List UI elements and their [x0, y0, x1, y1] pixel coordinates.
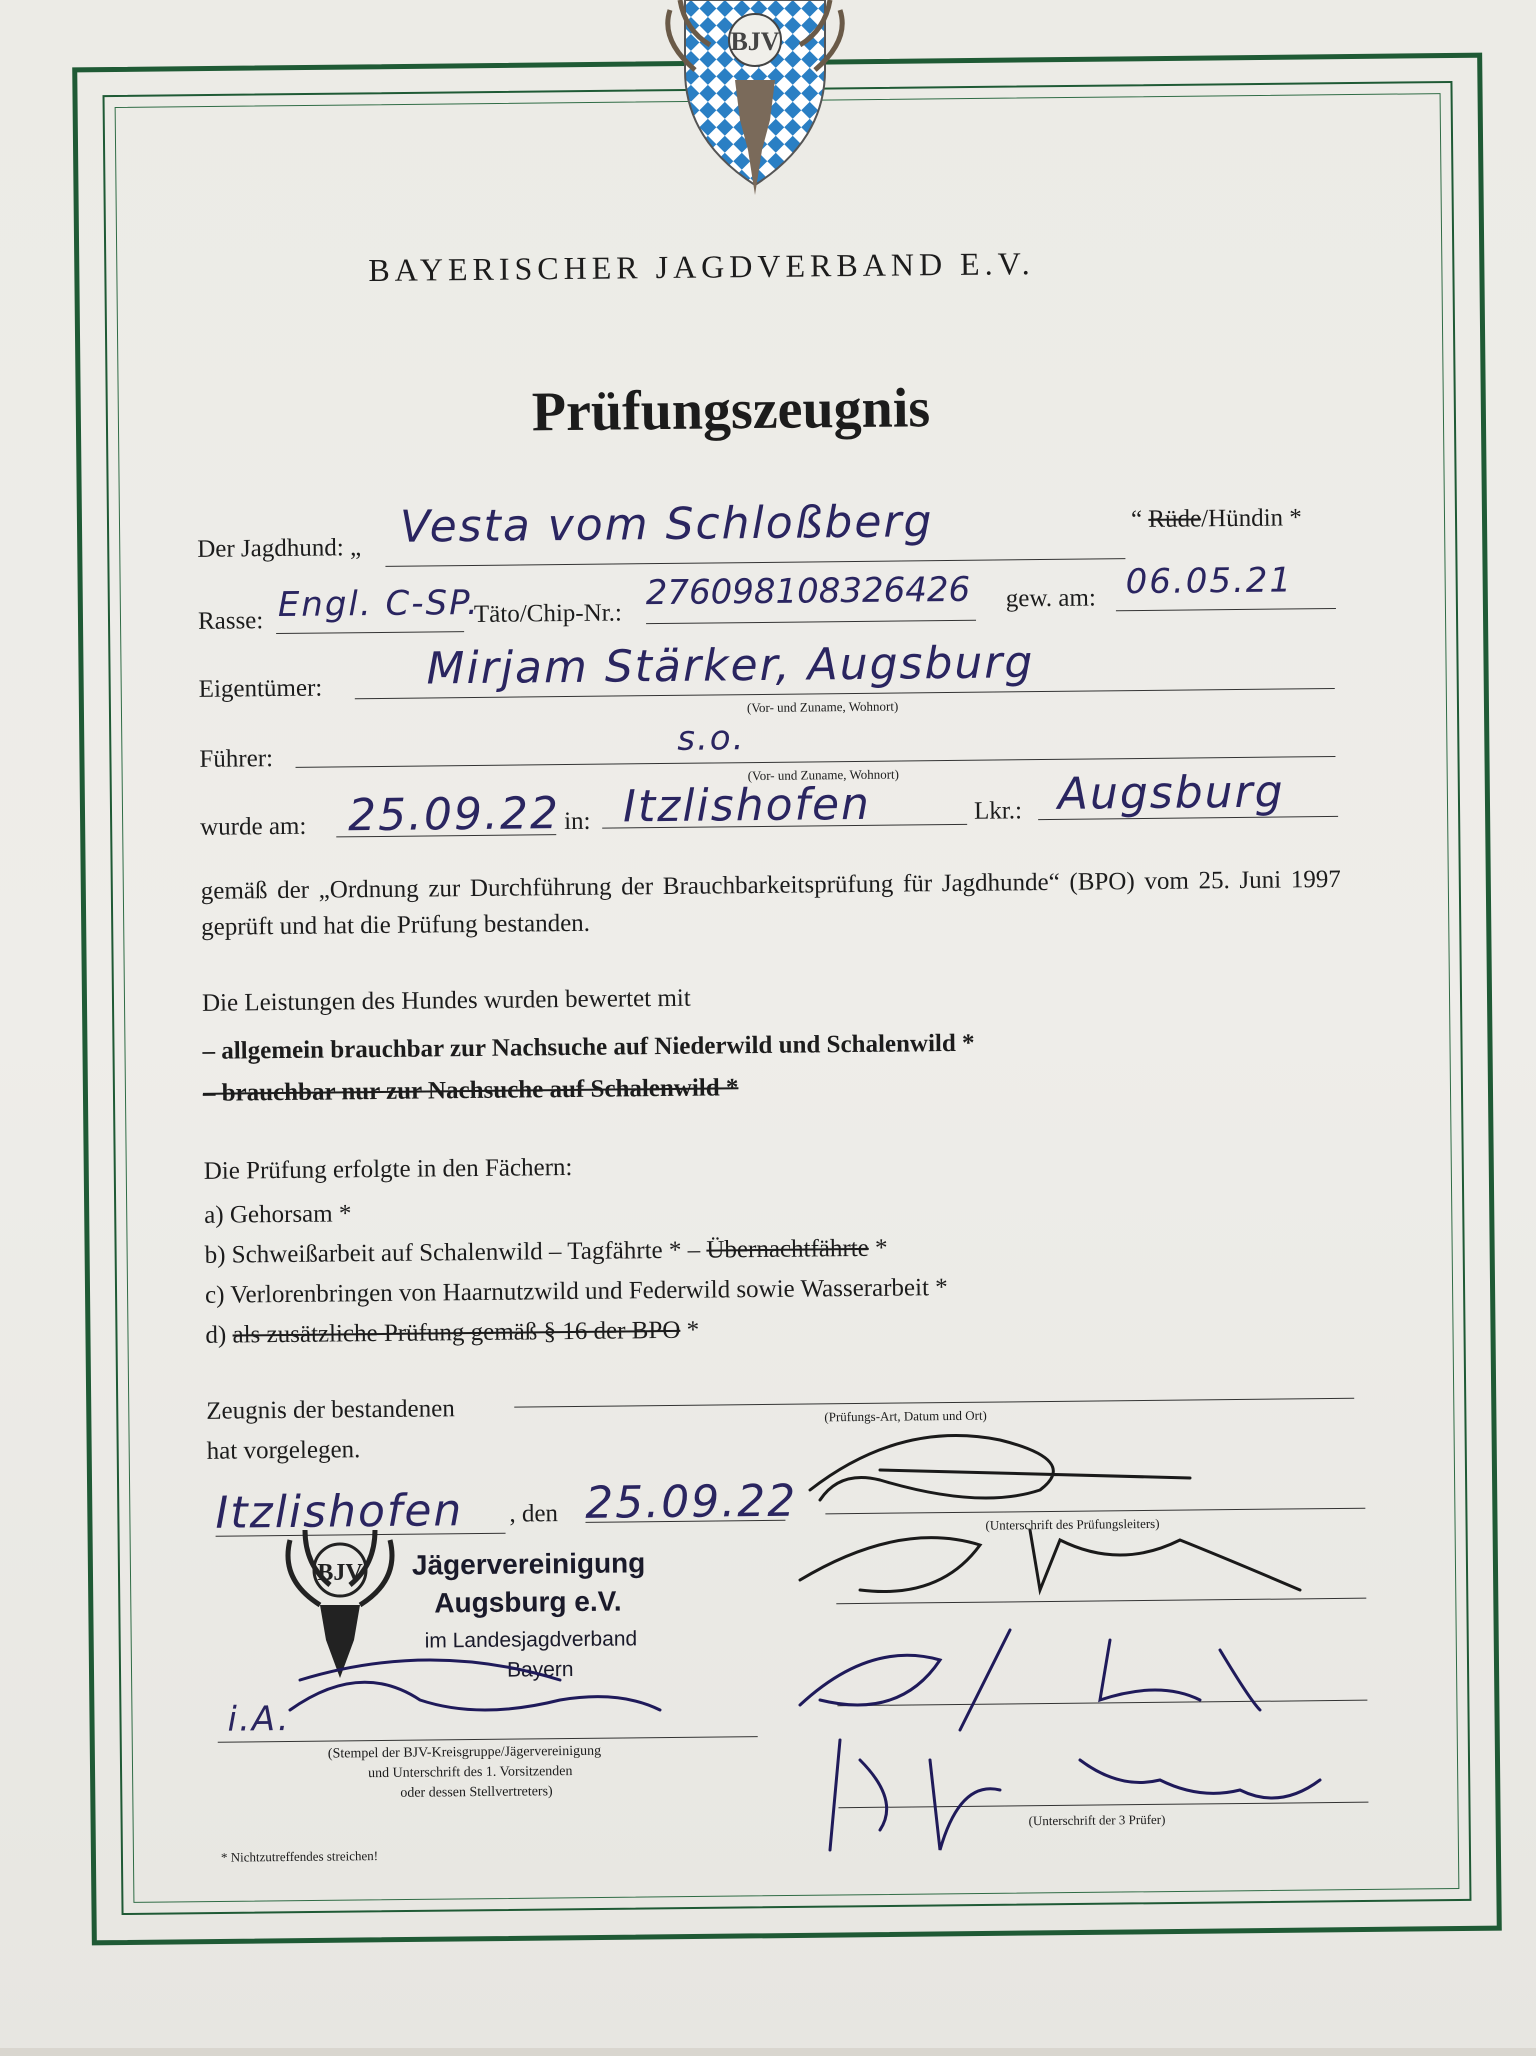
exam-place-value: Itzlishofen: [622, 778, 872, 833]
district-value: Augsburg: [1057, 766, 1285, 820]
footnote: * Nichtzutreffendes streichen!: [220, 1848, 379, 1865]
judge-signature-line-2: [837, 1700, 1367, 1707]
stamp-emblem: [270, 1530, 410, 1680]
dog-name-label: Der Jagdhund: „: [197, 534, 362, 563]
breed-label: Rasse:: [197, 607, 264, 635]
signing-den-label: , den: [509, 1500, 559, 1528]
signing-place-value: Itzlishofen: [215, 1485, 464, 1539]
organization-name: BAYERISCHER JAGDVERBAND E.V.: [368, 245, 1035, 289]
gender-hundin: /Hündin *: [1200, 504, 1302, 533]
stamp-line-4: Bayern: [506, 1657, 574, 1682]
document-title: Prüfungszeugnis: [531, 377, 931, 444]
owner-value: Mirjam Stärker, Augsburg: [426, 637, 1035, 695]
svg-text:BJV: BJV: [730, 27, 780, 56]
signing-date-value: 25.09.22: [584, 1475, 798, 1529]
owner-label: Eigentümer:: [198, 674, 323, 703]
stamp-caption-2: und Unterschrift des 1. Vorsitzenden: [368, 1764, 573, 1782]
chip-line: [646, 620, 976, 624]
stamp-line-3: im Landesjagdverband: [424, 1627, 638, 1653]
subject-b-main: b) Schweißarbeit auf Schalenwild – Tagfährte * –: [204, 1236, 707, 1269]
certificate-label: Zeugnis der bestandenen: [206, 1395, 455, 1425]
stamp-line-2: Augsburg e.V.: [434, 1585, 622, 1619]
gender-field: [1131, 504, 1302, 534]
stamp-caption-1: (Stempel der BJV-Kreisgruppe/Jägervereinigung: [327, 1743, 602, 1762]
handler-line: [296, 756, 1336, 768]
judge-signature-line-3: [838, 1802, 1368, 1809]
certificate-line: [514, 1398, 1354, 1408]
subjects-intro: Die Prüfung erfolgte in den Fächern:: [203, 1153, 573, 1185]
subject-d-tail: *: [680, 1316, 700, 1344]
svg-text:BJV: BJV: [317, 1560, 363, 1586]
dog-name-line: [385, 558, 1125, 567]
exam-place-label: in:: [563, 807, 591, 836]
leader-signature-line: [825, 1508, 1365, 1515]
rating-option-general: – allgemein brauchbar zur Nachsuche auf Niederwild und Schalenwild *: [202, 1029, 975, 1065]
stamp-caption-3: oder dessen Stellvertreters): [400, 1784, 553, 1801]
handler-value: s.o.: [677, 718, 746, 759]
handler-label: Führer:: [199, 745, 274, 773]
gender-quote: “: [1130, 505, 1143, 534]
subject-d-struck: als zusätzliche Prüfung gemäß § 16 der BPO: [232, 1316, 681, 1349]
judge-signature-line-1: [836, 1598, 1366, 1605]
birth-date-label: gew. am:: [1005, 584, 1096, 613]
subject-b: [205, 1235, 888, 1270]
subject-a: a) Gehorsam *: [204, 1200, 352, 1229]
chip-label: Täto/Chip-Nr.:: [473, 599, 622, 628]
subject-c: c) Verlorenbringen von Haarnutzwild und Federwild sowie Wasserarbeit *: [204, 1274, 948, 1309]
certificate-label-2: hat vorgelegen.: [206, 1436, 361, 1465]
owner-hint: (Vor- und Zuname, Wohnort): [746, 698, 899, 716]
gender-rude-struck: Rüde: [1148, 505, 1202, 533]
birth-date-value: 06.05.21: [1125, 560, 1294, 603]
stamp-signature-line: [218, 1736, 758, 1743]
stamp-ia-text: i.A.: [227, 1698, 291, 1740]
district-label: Lkr.:: [973, 797, 1023, 825]
breed-line: [276, 631, 464, 634]
exam-date-label: wurde am:: [200, 812, 307, 841]
stamp-line-1: Jägervereinigung: [411, 1547, 646, 1581]
exam-date-value: 25.09.22: [347, 788, 561, 842]
regulation-paragraph: gemäß der „Ordnung zur Durchführung der Brauchbarkeitsprüfung für Jagdhunde“ (BPO) vom 25. Juni 1997 geprüft und hat die Prüfung bestanden.: [200, 865, 1341, 941]
subject-d-prefix: d): [205, 1321, 233, 1349]
subject-d: [205, 1317, 699, 1350]
leader-signature-hint: (Unterschrift des Prüfungsleiters): [985, 1515, 1160, 1533]
birth-date-line: [1116, 608, 1336, 611]
chip-value: 276098108326426: [645, 569, 971, 614]
subject-b-struck: Übernachtfährte: [706, 1234, 869, 1264]
dog-name-value: Vesta vom Schloßberg: [399, 496, 934, 553]
handler-hint: (Vor- und Zuname, Wohnort): [747, 766, 900, 784]
breed-value: Engl. C-SP.: [277, 582, 480, 626]
certificate-hint: (Prüfungs-Art, Datum und Ort): [824, 1407, 987, 1425]
judges-signature-hint: (Unterschrift der 3 Prüfer): [1028, 1811, 1166, 1829]
subject-b-tail: *: [868, 1234, 888, 1262]
rating-option-struck: – brauchbar nur zur Nachsuche auf Schalenwild *: [202, 1074, 739, 1107]
rating-intro: Die Leistungen des Hundes wurden bewertet mit: [201, 984, 691, 1017]
